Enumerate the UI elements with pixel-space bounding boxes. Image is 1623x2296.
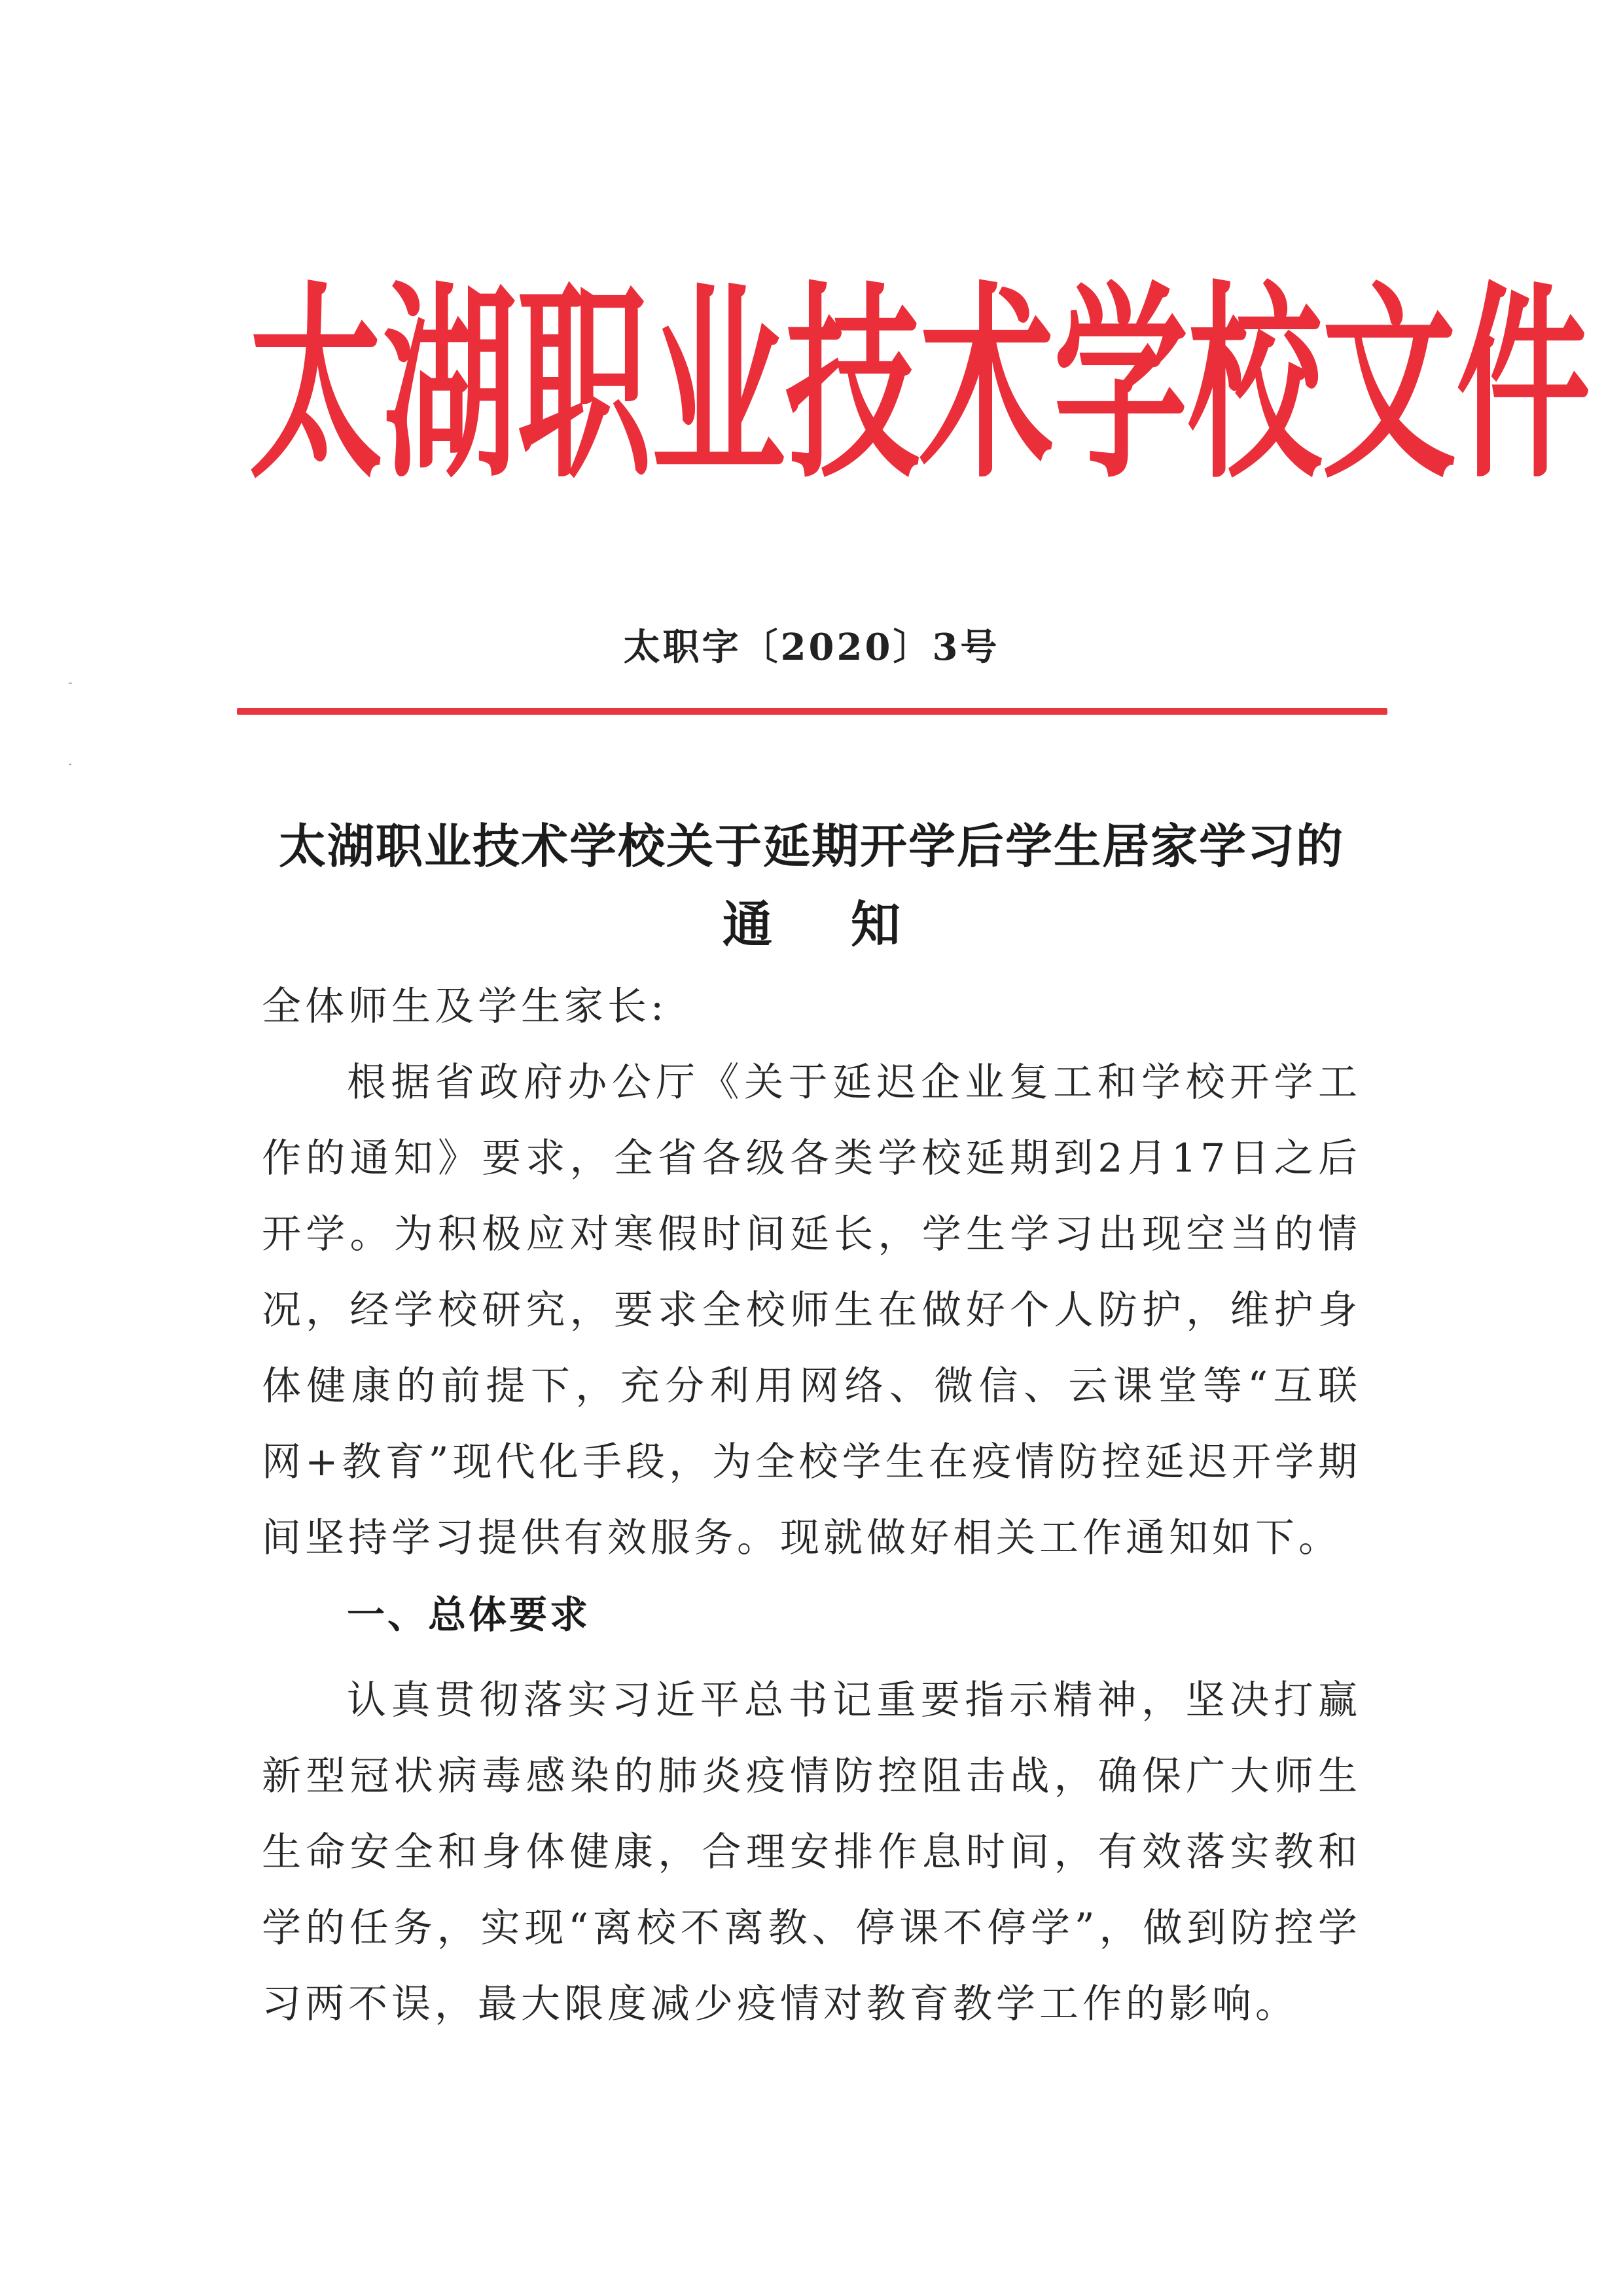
- notice-title-char-a: 通: [722, 895, 772, 954]
- salutation: 全体师生及学生家长:: [262, 984, 668, 1030]
- banner-char-9: 文: [1322, 264, 1456, 507]
- margin-mark: -: [68, 674, 73, 690]
- banner-char-3: 职: [517, 264, 651, 507]
- banner-char-5: 技: [785, 264, 919, 507]
- banner-char-10: 件: [1456, 264, 1590, 507]
- body-paragraph-intro: 根据省政府办公厅《关于延迟企业复工和学校开学工作的通知》要求，全省各级各类学校延期到2月17日之后开学。为积极应对寒假时间延长，学生学习出现空当的情况，经学校研究，要求全校师生在做好个人防护，维护身体健康的前提下，充分利用网络、微信、云课堂等“互联网+教育”现代化手段，为全校学生在疫情防控延迟开学期间坚持学习提供有效服务。现就做好相关工作通知如下。: [262, 1060, 1361, 1561]
- document-number: 太职字〔2020〕3号: [623, 626, 1000, 669]
- body-paragraph-requirements: 认真贯彻落实习近平总书记重要指示精神，坚决打赢新型冠状病毒感染的肺炎疫情防控阻击战，确保广大师生生命安全和身体健康，合理安排作息时间，有效落实教和学的任务，实现“离校不离教、停课不停学”，做到防控学习两不误，最大限度减少疫情对教育教学工作的影响。: [262, 1677, 1361, 2027]
- notice-title-char-b: 知: [851, 895, 901, 954]
- banner-char-6: 术: [919, 264, 1054, 507]
- margin-mark: .: [68, 753, 73, 768]
- banner-char-1: 太: [249, 264, 383, 507]
- notice-title-line-2: [0, 885, 1623, 956]
- banner-char-4: 业: [651, 264, 785, 507]
- header-divider-rule: [237, 708, 1387, 715]
- notice-title: 太湖职业技术学校关于延期开学后学生居家学习的: [278, 818, 1344, 874]
- banner-char-2: 湖: [383, 264, 517, 507]
- banner-char-7: 学: [1054, 264, 1188, 507]
- banner-char-8: 校: [1188, 264, 1322, 507]
- section-heading-general-requirements: 一、总体要求: [347, 1592, 591, 1637]
- document-header-banner: [249, 255, 1590, 517]
